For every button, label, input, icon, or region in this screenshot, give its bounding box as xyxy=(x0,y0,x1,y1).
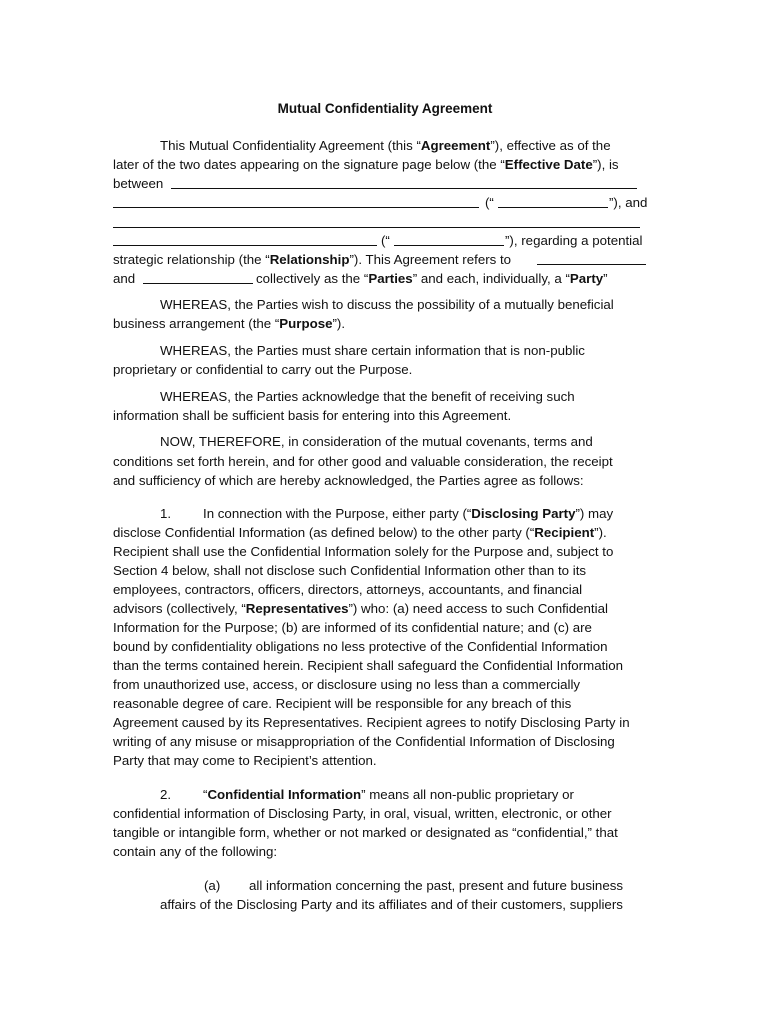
whereas-2-line-2: proprietary or confidential to carry out the Purpose. xyxy=(113,362,413,377)
now-therefore-line-1: NOW, THEREFORE, in consideration of the mutual covenants, terms and xyxy=(160,434,593,449)
section-1-line-1: In connection with the Purpose, either party (“Disclosing Party”) may xyxy=(203,506,614,521)
whereas-1-line-1: WHEREAS, the Parties wish to discuss the possibility of a mutually beneficial xyxy=(160,297,614,312)
section-2a-line-1: all information concerning the past, present and future business xyxy=(249,878,624,893)
section-1-line-12: Agreement caused by its Representatives. Recipient agrees to notify Disclosing Party in xyxy=(113,715,630,730)
section-1-line-8: bound by confidentiality obligations no less protective of the Confidential Information xyxy=(113,639,608,654)
section-1-number: 1. xyxy=(160,506,172,521)
section-1-line-14: Party that may come to Recipient’s attention. xyxy=(113,753,377,768)
section-1-line-3: Recipient shall use the Confidential Information solely for the Purpose and, subject to xyxy=(113,544,614,559)
intro-line-2: later of the two dates appearing on the signature page below (the “Effective Date”), is xyxy=(113,157,619,172)
section-2-line-3: tangible or intangible form, whether or not marked or designated as “confidential,” that xyxy=(113,825,618,840)
section-2a-line-2: affairs of the Disclosing Party and its affiliates and of their customers, suppliers xyxy=(160,897,623,912)
intro-line-7: strategic relationship (the “Relationship”). This Agreement refers to xyxy=(113,252,512,267)
intro-line-8: and xyxy=(113,271,136,286)
whereas-3-line-1: WHEREAS, the Parties acknowledge that the benefit of receiving such xyxy=(160,389,575,404)
party-one-name-blank[interactable] xyxy=(171,188,637,189)
party-one-defined-open: (“ xyxy=(485,195,494,210)
section-1-line-6: advisors (collectively, “Representatives”) who: (a) need access to such Confidential xyxy=(113,601,608,616)
section-1-line-10: from unauthorized use, access, or disclosure using no less than a commercially xyxy=(113,677,581,692)
document-title: Mutual Confidentiality Agreement xyxy=(277,101,493,116)
party-two-short-name-blank[interactable] xyxy=(394,245,504,246)
intro-line-1: This Mutual Confidentiality Agreement (this “Agreement”), effective as of the xyxy=(160,138,611,153)
section-2a-number: (a) xyxy=(204,878,221,893)
section-1-line-2: disclose Confidential Information (as defined below) to the other party (“Recipient”). xyxy=(113,525,607,540)
section-1-line-9: than the terms contained herein. Recipient shall safeguard the Confidential Information xyxy=(113,658,624,673)
party-two-defined-close: ”), regarding a potential xyxy=(505,233,643,248)
intro-line-8-rest: collectively as the “Parties” and each, individually, a “Party” xyxy=(256,271,608,286)
now-therefore-line-2: conditions set forth herein, and for other good and valuable consideration, the receipt xyxy=(113,454,613,469)
party-one-defined-close: ”), and xyxy=(609,195,648,210)
intro-line-3: between xyxy=(113,176,164,191)
section-1-line-5: employees, contractors, officers, directors, attorneys, accountants, and financial xyxy=(113,582,583,597)
section-1-line-11: reasonable degree of care. Recipient will be responsible for any breach of this xyxy=(113,696,572,711)
party-two-reference-blank[interactable] xyxy=(143,283,253,284)
whereas-2-line-1: WHEREAS, the Parties must share certain information that is non-public xyxy=(160,343,585,358)
section-1-line-4: Section 4 below, shall not disclose such Confidential Information other than to its xyxy=(113,563,587,578)
whereas-3-line-2: information shall be sufficient basis for entering into this Agreement. xyxy=(113,408,512,423)
section-1-line-13: writing of any misuse or misappropriation of the Confidential Information of Disclosing xyxy=(113,734,615,749)
whereas-1-line-2: business arrangement (the “Purpose”). xyxy=(113,316,346,331)
section-1-line-7: Information for the Purpose; (b) are informed of its confidential nature; and (c) are xyxy=(113,620,592,635)
party-one-short-name-blank[interactable] xyxy=(498,207,608,208)
party-two-defined-open: (“ xyxy=(381,233,390,248)
section-2-number: 2. xyxy=(160,787,172,802)
now-therefore-line-3: and sufficiency of which are hereby acknowledged, the Parties agree as follows: xyxy=(113,473,584,488)
party-one-address-blank[interactable] xyxy=(113,207,479,208)
party-two-address-blank[interactable] xyxy=(113,245,377,246)
section-2-line-1: “Confidential Information” means all non-public proprietary or xyxy=(203,787,574,802)
section-2-line-2: confidential information of Disclosing Party, in oral, visual, written, electronic, or other xyxy=(113,806,612,821)
section-2-line-4: contain any of the following: xyxy=(113,844,278,859)
party-one-reference-blank[interactable] xyxy=(537,264,646,265)
party-two-name-blank[interactable] xyxy=(113,227,640,228)
